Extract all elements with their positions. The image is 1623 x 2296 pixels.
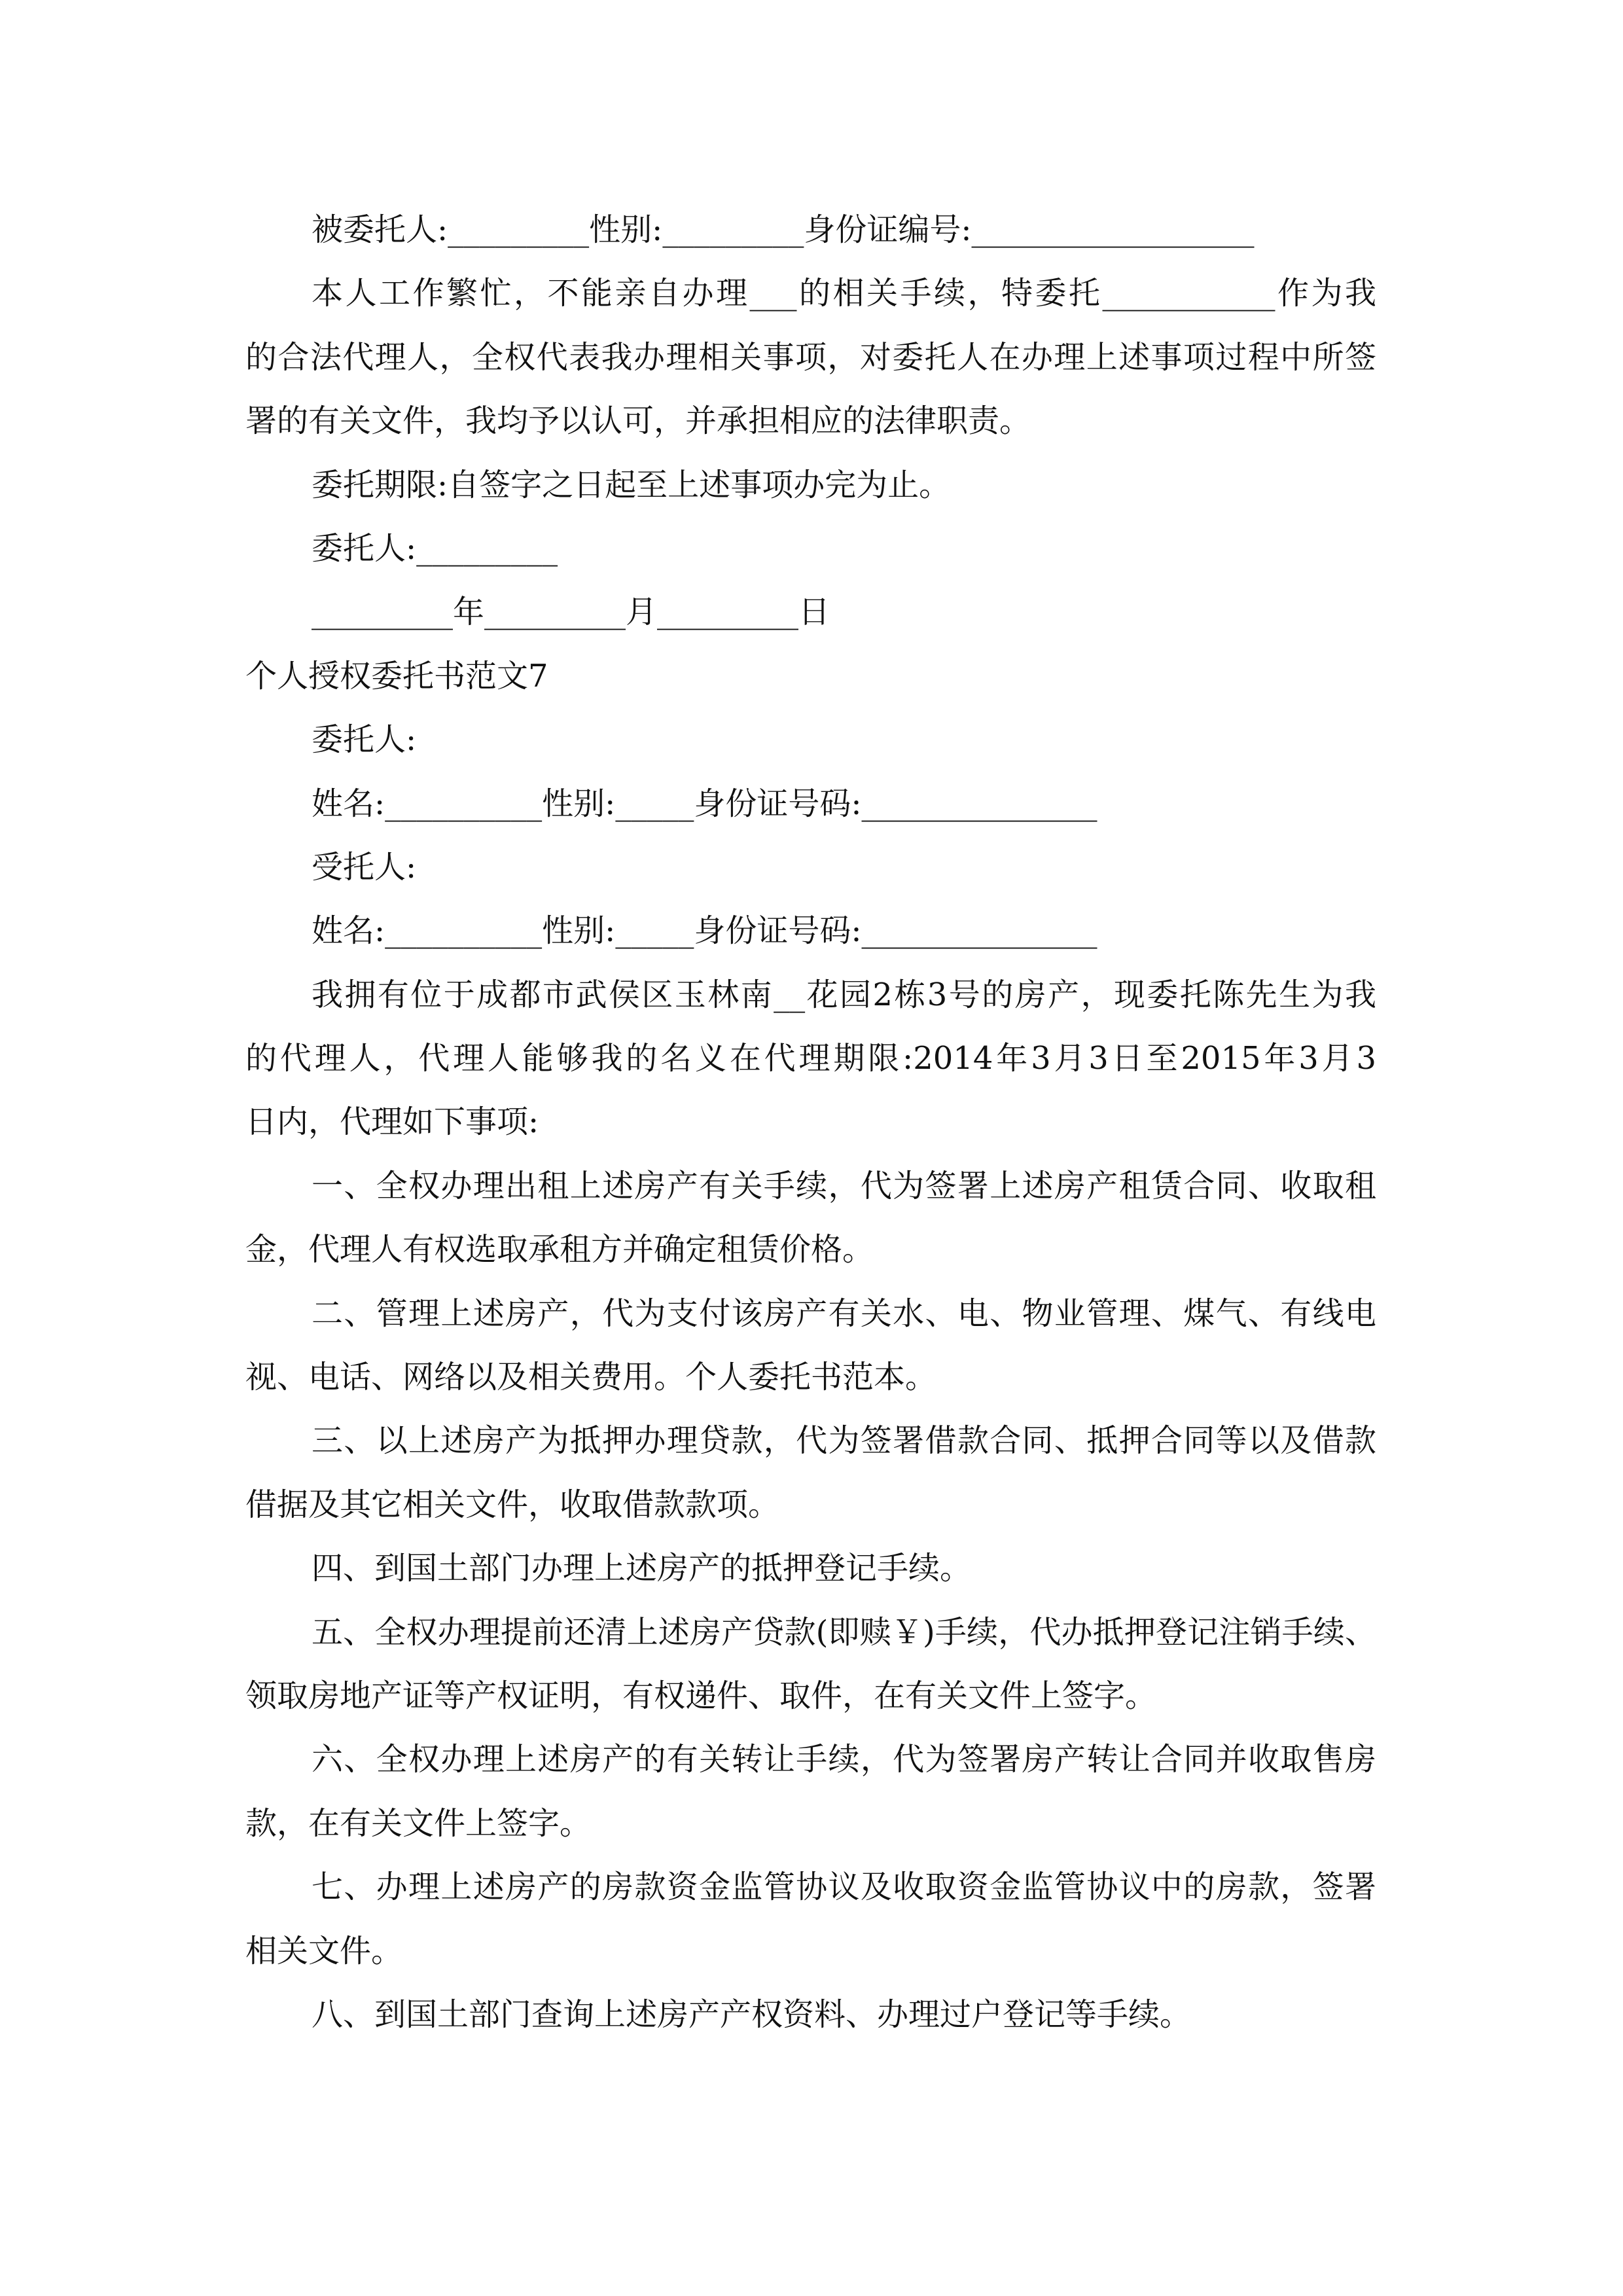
paragraph-line: 日内，代理如下事项: [245, 1103, 539, 1141]
item-line: 领取房地产证等产权证明，有权递件、取件，在有关文件上签字。 [245, 1677, 1157, 1714]
agent-info-line: 姓名:__________性别:_____身份证号码:_______________ [312, 912, 1097, 950]
principal-label: 委托人: [312, 721, 417, 759]
item-line: 二、管理上述房产，代为支付该房产有关水、电、物业管理、煤气、有线电 [312, 1295, 1376, 1332]
paragraph-line: 我拥有位于成都市武侯区玉林南__花园2栋3号的房产，现委托陈先生为我 [312, 976, 1376, 1013]
item-line: 八、到国土部门查询上述房产产权资料、办理过户登记等手续。 [312, 1996, 1192, 2033]
agent-label: 受托人: [312, 848, 417, 886]
item-line: 视、电话、网络以及相关费用。个人委托书范本。 [245, 1359, 937, 1396]
item-line: 三、以上述房产为抵押办理贷款，代为签署借款合同、抵押合同等以及借款 [312, 1422, 1376, 1460]
paragraph-line: 的代理人，代理人能够我的名义在代理期限:2014年3月3日至2015年3月3 [245, 1040, 1376, 1077]
item-line: 六、全权办理上述房产的有关转让手续，代为签署房产转让合同并收取售房 [312, 1741, 1376, 1778]
trustee-info-line: 被委托人:_________性别:_________身份证编号:__________________ [312, 211, 1255, 248]
item-line: 五、全权办理提前还清上述房产贷款(即赎￥)手续，代办抵押登记注销手续、 [312, 1613, 1376, 1651]
item-line: 金，代理人有权选取承租方并确定租赁价格。 [245, 1231, 874, 1268]
paragraph-line: 的合法代理人，全权代表我办理相关事项，对委托人在办理上述事项过程中所签 [245, 338, 1376, 376]
date-line: _________年_________月_________日 [312, 594, 830, 631]
item-line: 相关文件。 [245, 1932, 403, 1969]
principal-info-line: 姓名:__________性别:_____身份证号码:_______________ [312, 785, 1097, 822]
term-line: 委托期限:自签字之日起至上述事项办完为止。 [312, 466, 951, 503]
item-line: 一、全权办理出租上述房产有关手续，代为签署上述房产租赁合同、收取租 [312, 1167, 1376, 1204]
paragraph-line: 署的有关文件，我均予以认可，并承担相应的法律职责。 [245, 403, 1031, 440]
paragraph-line: 本人工作繁忙，不能亲自办理___的相关手续，特委托___________作为我 [312, 275, 1376, 312]
principal-signature-line: 委托人:_________ [312, 529, 558, 567]
section-title: 个人授权委托书范文7 [245, 657, 548, 694]
item-line: 七、办理上述房产的房款资金监管协议及收取资金监管协议中的房款，签署 [312, 1869, 1376, 1906]
document-page [245, 198, 1376, 2047]
item-line: 四、到国土部门办理上述房产的抵押登记手续。 [312, 1550, 972, 1587]
item-line: 借据及其它相关文件，收取借款款项。 [245, 1486, 780, 1523]
item-line: 款，在有关文件上签字。 [245, 1804, 592, 1842]
